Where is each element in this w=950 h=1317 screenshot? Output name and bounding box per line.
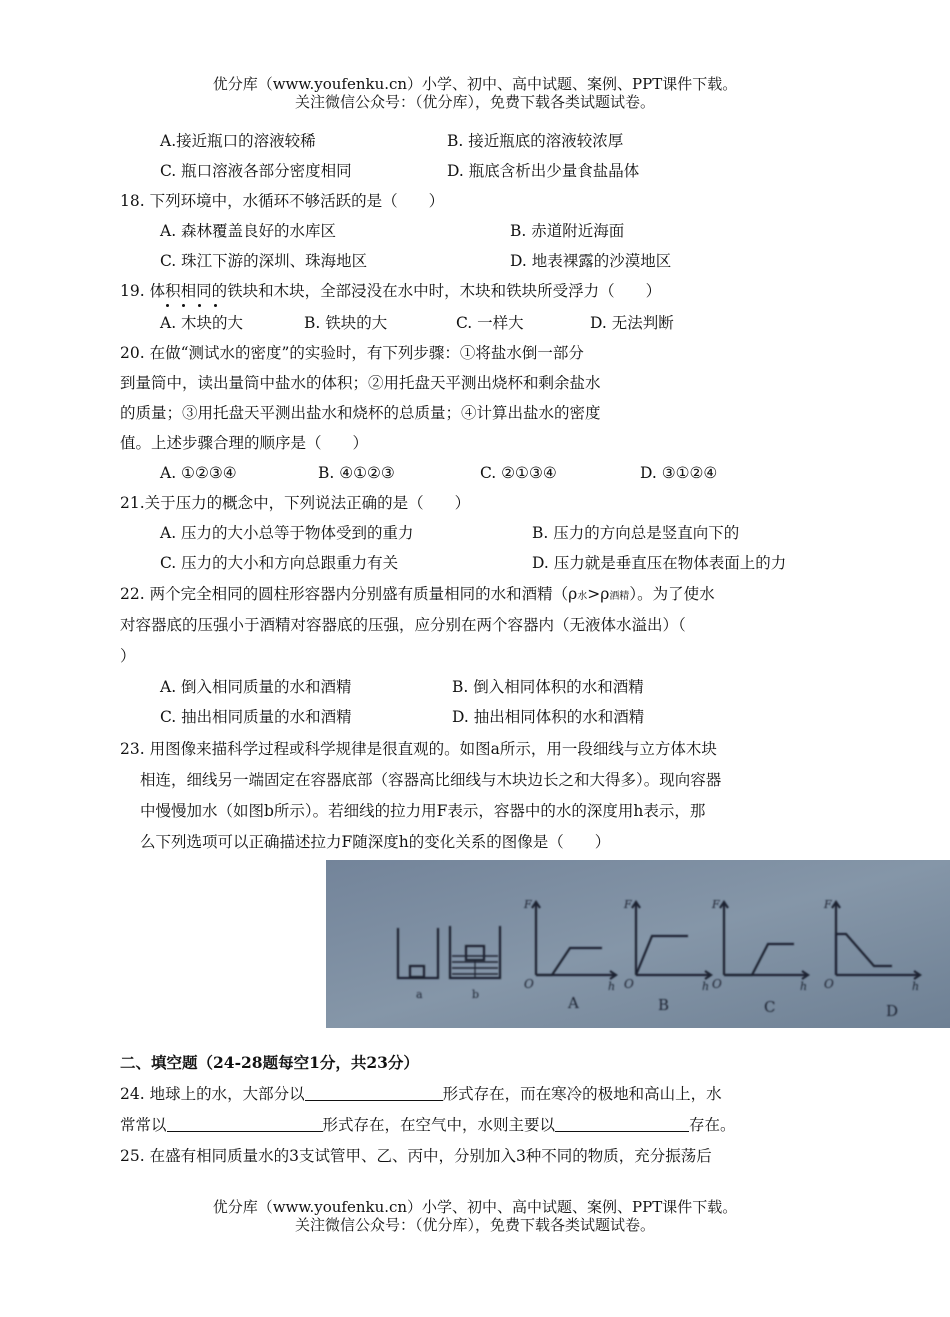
emphasis-dot xyxy=(214,304,217,307)
axis-f-c: F xyxy=(712,898,720,911)
q23-line-2: 相连，细线另一端固定在容器底部（容器高比细线与木块边长之和大得多）。现向容器 xyxy=(140,771,722,789)
emphasis-dot xyxy=(198,304,201,307)
origin-b: O xyxy=(624,977,634,991)
footer-line-2: 关注微信公众号：（优分库），免费下载各类试题试卷。 xyxy=(294,1216,655,1234)
header-line-2: 关注微信公众号：（优分库），免费下载各类试题试卷。 xyxy=(294,93,655,111)
answer-blank-1[interactable] xyxy=(305,1084,443,1101)
q23-line-4: 么下列选项可以正确描述拉力F随深度h的变化关系的图像是（ ） xyxy=(140,833,611,851)
q17-option-d: D. 瓶底含析出少量食盐晶体 xyxy=(447,162,640,180)
q19-option-a: A. 木块的大 xyxy=(160,314,244,332)
answer-blank-3[interactable] xyxy=(555,1115,689,1132)
graph-letter-d: D xyxy=(886,1002,899,1020)
q19-option-c: C. 一样大 xyxy=(456,314,524,332)
header-line-1: 优分库（www.youfenku.cn）小学、初中、高中试题、案例、PPT课件下载。 xyxy=(212,75,738,93)
footer-line-1: 优分库（www.youfenku.cn）小学、初中、高中试题、案例、PPT课件下载。 xyxy=(212,1198,738,1216)
q23-line-1: 23. 用图像来描科学过程或科学规律是很直观的。如图a所示，用一段细线与立方体木块 xyxy=(120,740,717,758)
q18-stem: 18. 下列环境中，水循环不够活跃的是（ ） xyxy=(120,192,445,210)
q17-option-c: C. 瓶口溶液各部分密度相同 xyxy=(160,162,352,180)
axis-f-b: F xyxy=(624,898,632,911)
q18-option-a: A. 森林覆盖良好的水库区 xyxy=(160,222,337,240)
q18-option-b: B. 赤道附近海面 xyxy=(510,222,625,240)
figure-photo xyxy=(326,860,950,1028)
graph-letter-c: C xyxy=(764,998,776,1016)
q20-line-2: 到量筒中，读出量筒中盐水的体积；②用托盘天平测出烧杯和剩余盐水 xyxy=(120,374,601,392)
graph-letter-a: A xyxy=(568,994,579,1012)
graph-letter-b: B xyxy=(658,996,670,1014)
q25-line-1: 25. 在盛有相同质量水的3支试管甲、乙、丙中，分别加入3种不同的物质，充分振荡后 xyxy=(120,1147,712,1165)
origin-d: O xyxy=(824,977,834,991)
q24-line-2 xyxy=(120,1114,736,1136)
q21-option-b: B. 压力的方向总是竖直向下的 xyxy=(532,524,740,542)
q21-stem: 21.关于压力的概念中，下列说法正确的是（ ） xyxy=(120,494,471,512)
q19-stem: 19. 体积相同的铁块和木块，全部浸没在水中时，木块和铁块所受浮力（ ） xyxy=(120,282,662,300)
q24-line-1-text: 24. 地球上的水，大部分以 xyxy=(120,1085,305,1103)
label-b: b xyxy=(472,988,480,1001)
q19-option-d: D. 无法判断 xyxy=(590,314,674,332)
origin-a: O xyxy=(524,977,534,991)
q22-option-a: A. 倒入相同质量的水和酒精 xyxy=(160,678,352,696)
q19-option-b: B. 铁块的大 xyxy=(304,314,388,332)
q20-option-b: B. ④①②③ xyxy=(318,464,395,482)
answer-blank-2[interactable] xyxy=(167,1115,323,1132)
q22-option-d: D. 抽出相同体积的水和酒精 xyxy=(452,708,645,726)
q20-line-1: 20. 在做“测试水的密度”的实验时，有下列步骤：①将盐水倒一部分 xyxy=(120,344,584,362)
axis-h-b: h xyxy=(702,980,710,993)
q24-line-2-tail: 存在。 xyxy=(689,1116,736,1134)
q24-line-2-text: 常常以 xyxy=(120,1116,167,1134)
axis-f-d: F xyxy=(824,898,832,911)
emphasis-dot xyxy=(182,304,185,307)
section-2-title: 二、填空题（24-28题每空1分，共23分） xyxy=(120,1053,419,1072)
q22-line-3: ） xyxy=(120,647,136,665)
q20-line-4: 值。上述步骤合理的顺序是（ ） xyxy=(120,434,369,452)
emphasis-dot xyxy=(166,304,169,307)
q17-option-a: A.接近瓶口的溶液较稀 xyxy=(160,132,316,150)
q20-option-c: C. ②①③④ xyxy=(480,464,557,482)
q22-line-1-tail: ）。为了使水 xyxy=(629,585,715,603)
rho-water-subscript: 水 xyxy=(577,591,588,602)
rho-alcohol-subscript: 酒精 xyxy=(609,591,630,602)
q24-line-1-tail: 形式存在，而在寒冷的极地和高山上，水 xyxy=(442,1085,722,1103)
q21-option-c: C. 压力的大小和方向总跟重力有关 xyxy=(160,554,399,572)
q21-option-a: A. 压力的大小总等于物体受到的重力 xyxy=(160,524,414,542)
q22-line-2: 对容器底的压强小于酒精对容器底的压强，应分别在两个容器内（无液体水溢出）（ xyxy=(120,616,686,634)
greater-than-rho: >ρ xyxy=(587,585,610,603)
q24-line-2-mid: 形式存在，在空气中，水则主要以 xyxy=(322,1116,556,1134)
axis-h-a: h xyxy=(608,980,616,993)
axis-h-c: h xyxy=(800,980,808,993)
q17-option-b: B. 接近瓶底的溶液较浓厚 xyxy=(447,132,624,150)
q18-option-d: D. 地表裸露的沙漠地区 xyxy=(510,252,672,270)
q21-option-d: D. 压力就是垂直压在物体表面上的力 xyxy=(532,554,787,572)
origin-c: O xyxy=(712,977,722,991)
q20-option-a: A. ①②③④ xyxy=(160,464,237,482)
photo-background xyxy=(326,860,950,1028)
q22-line-1-text: 22. 两个完全相同的圆柱形容器内分别盛有质量相同的水和酒精（ρ xyxy=(120,585,578,603)
label-a: a xyxy=(416,988,423,1001)
q22-option-c: C. 抽出相同质量的水和酒精 xyxy=(160,708,352,726)
q20-line-3: 的质量；③用托盘天平测出盐水和烧杯的总质量；④计算出盐水的密度 xyxy=(120,404,601,422)
q24-line-1 xyxy=(120,1083,722,1105)
axis-f-a: F xyxy=(524,898,532,911)
q23-line-3: 中慢慢加水（如图b所示）。若细线的拉力用F表示，容器中的水的深度用h表示，那 xyxy=(140,802,706,820)
axis-h-d: h xyxy=(912,980,920,993)
q20-option-d: D. ③①②④ xyxy=(640,464,718,482)
q22-option-b: B. 倒入相同体积的水和酒精 xyxy=(452,678,644,696)
q18-option-c: C. 珠江下游的深圳、珠海地区 xyxy=(160,252,368,270)
q22-line-1 xyxy=(120,583,715,608)
